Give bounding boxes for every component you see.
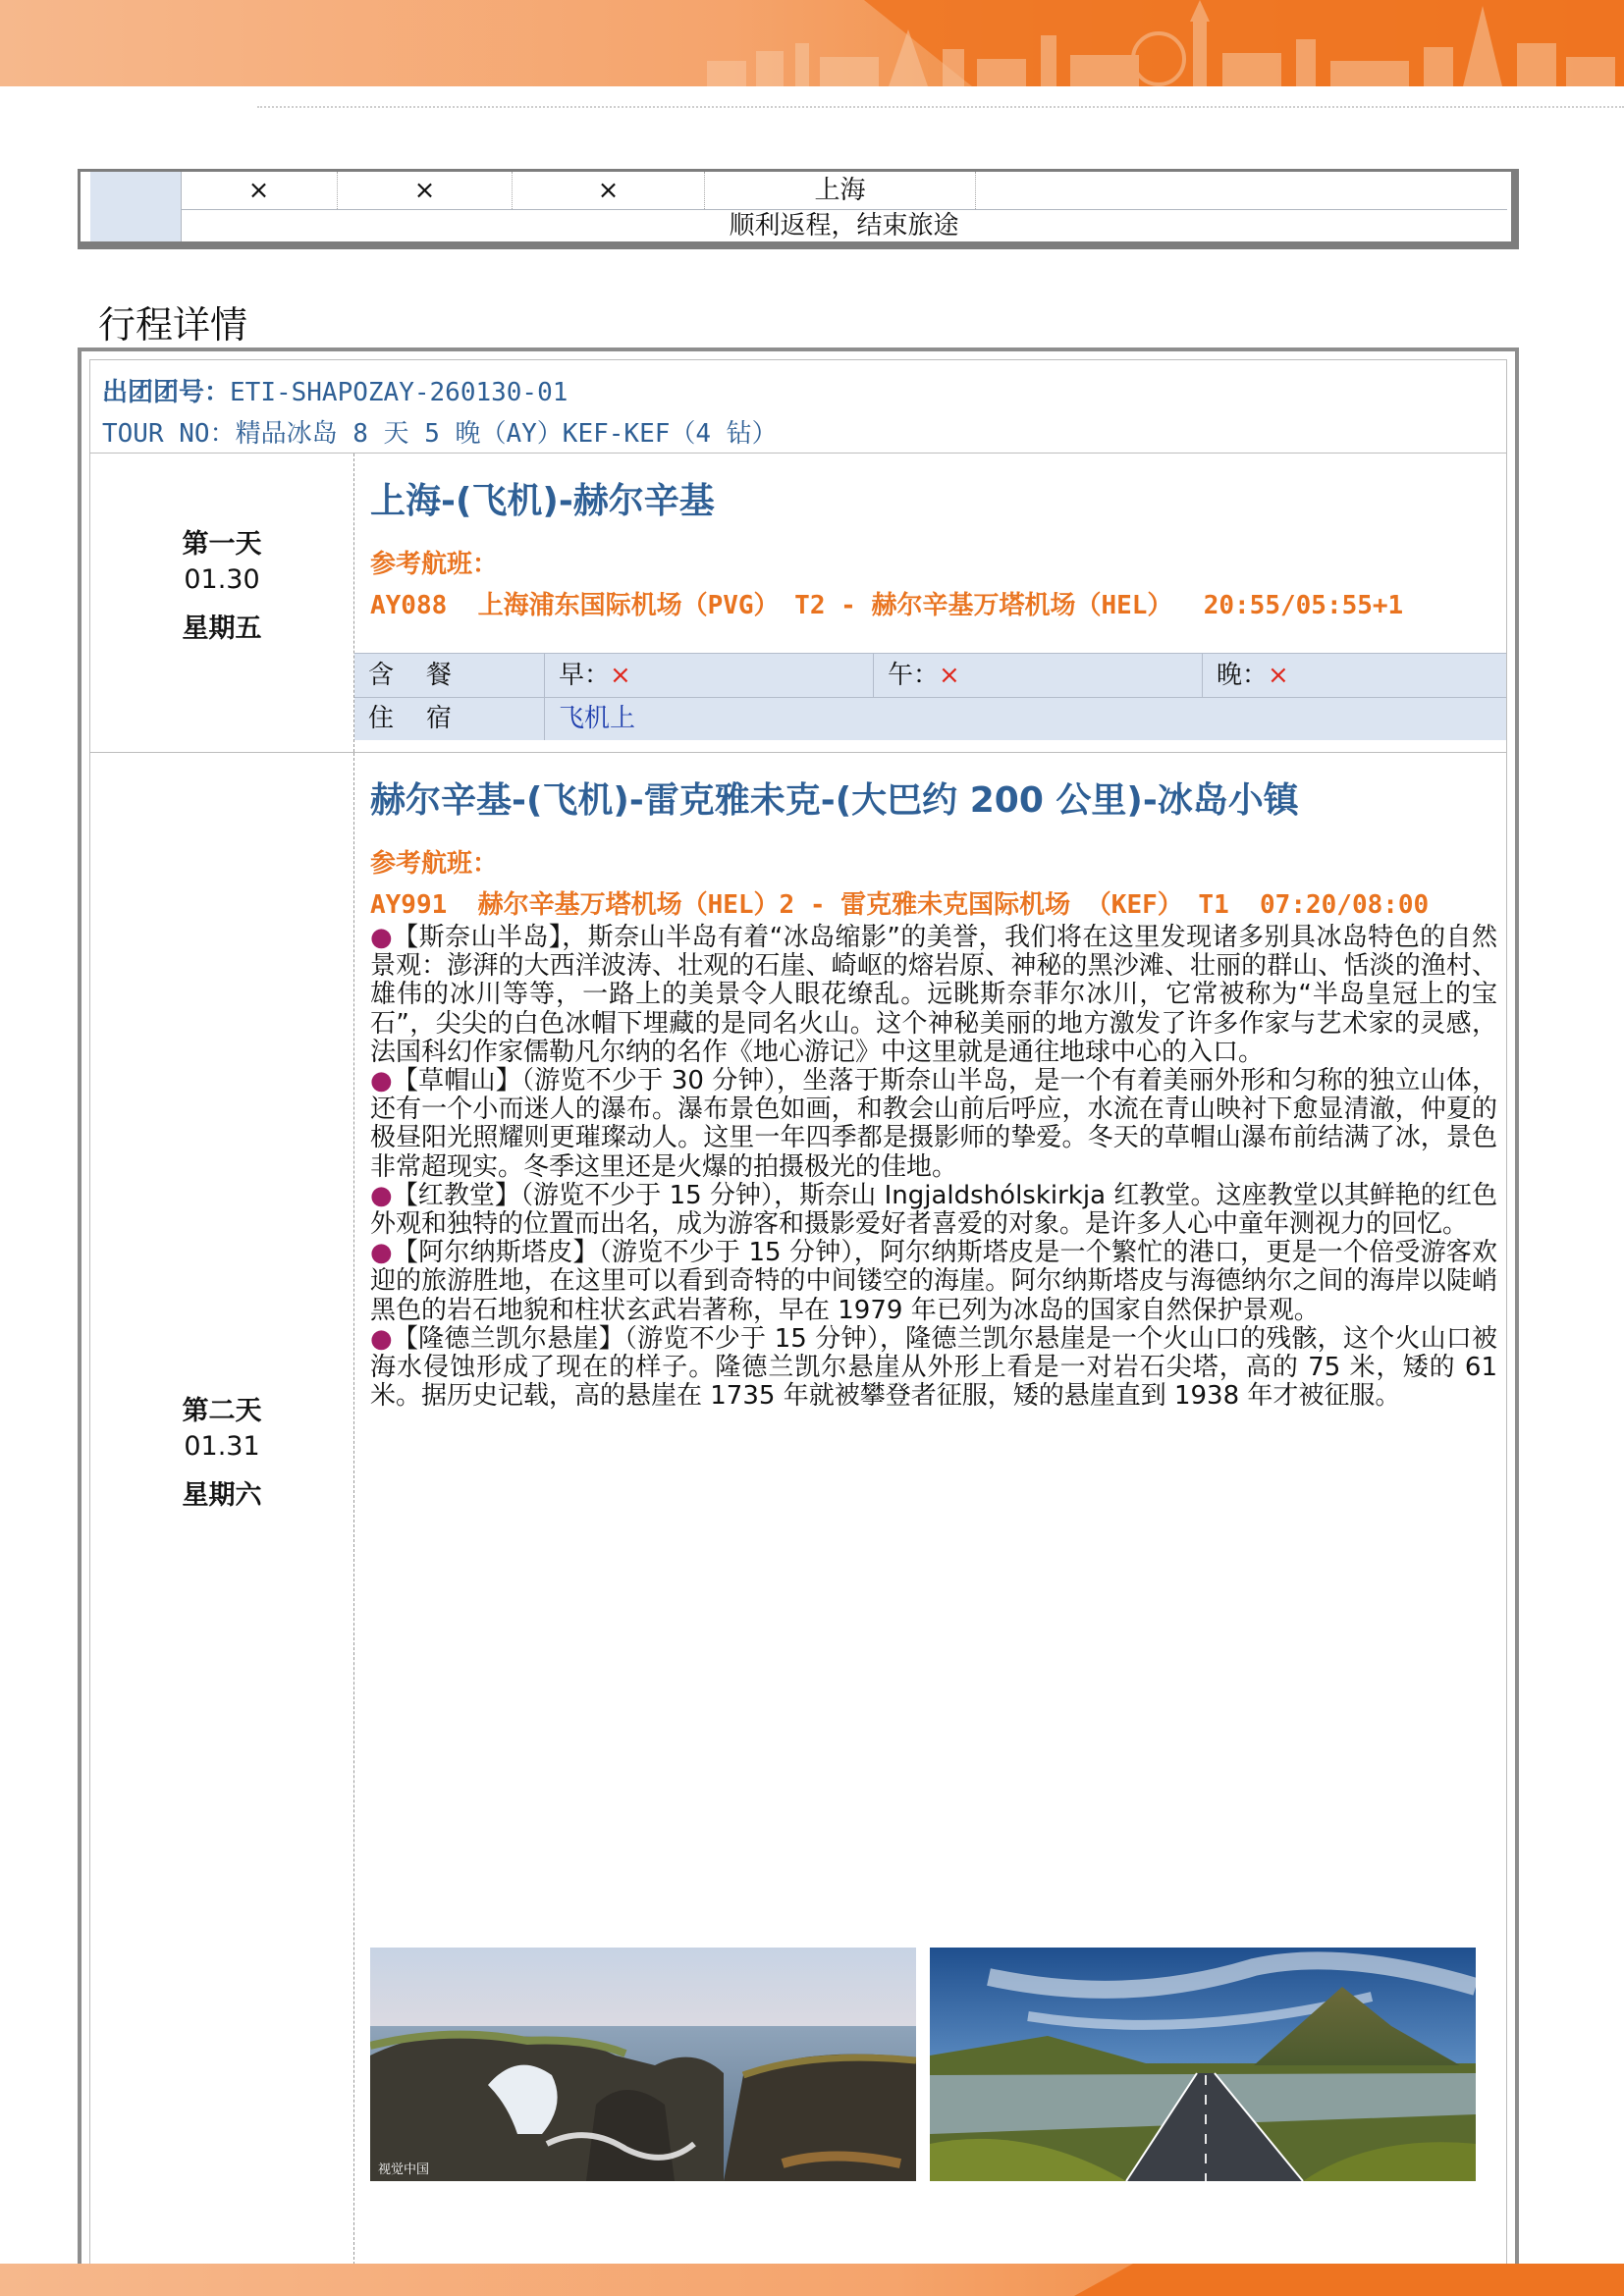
bullet-icon: ● — [370, 1323, 393, 1354]
breakfast-label: 早： — [559, 661, 611, 690]
attraction-item — [370, 1182, 1497, 1239]
day-weekday: 星期六 — [182, 1480, 262, 1511]
summary-table — [78, 169, 1519, 249]
bullet-icon: ● — [370, 1180, 393, 1210]
tour-label: TOUR NO： — [102, 419, 236, 449]
attraction-text: 【斯奈山半岛】，斯奈山半岛有着“冰岛缩影”的美誉，我们将在这里发现诸多别具冰岛特色的自然景观：澎湃的大西洋波涛、壮观的石崖、崎岖的熔岩原、神秘的黑沙滩、壮丽的群山、恬淡的渔村、雄伟的冰川等等，一路上的美景令人眼花缭乱。远眺斯奈菲尔冰川，它常被称为“半岛皇冠上的宝石”，尖尖的白色冰帽下埋藏的是同名火山。这个神秘美丽的地方激发了许多作家与艺术家的灵感，法国科幻作家儒勒凡尔纳的名作《地心游记》中这里就是通往地球中心的入口。 — [370, 923, 1498, 1067]
route-title: 上海-(飞机)-赫尔辛基 — [370, 481, 715, 521]
tour-header — [90, 360, 1506, 454]
day-date: 01.31 — [184, 1431, 260, 1462]
flight-info: AY088 上海浦东国际机场（PVG） T2 - 赫尔辛基万塔机场（HEL） 20:55/05:55+1 — [370, 591, 1404, 620]
flight-label: 参考航班： — [370, 550, 499, 579]
attraction-text: 【隆德兰凯尔悬崖】（游览不少于 15 分钟），隆德兰凯尔悬崖是一个火山口的残骸，这个火山口被海水侵蚀形成了现在的样子。隆德兰凯尔悬崖从外形上看是一对岩石尖塔，高的 75 米，矮的 61 米。据历史记载，高的悬崖在 1735 年就被攀登者征服，矮的悬崖直到 1938 年才被征服。 — [370, 1323, 1498, 1412]
bullet-icon: ● — [370, 1238, 393, 1268]
day-number: 第二天 — [182, 1396, 262, 1426]
day-block — [90, 753, 1506, 2284]
attraction-item — [370, 924, 1497, 1067]
itinerary-frame — [78, 347, 1519, 2267]
itinerary-inner — [89, 359, 1507, 2267]
attraction-text: 【红教堂】（游览不少于 15 分钟），斯奈山 Ingjaldshólskirkja 红教堂。这座教堂以其鲜艳的红色外观和独特的位置而出名，成为游客和摄影爱好者喜爱的对象。是许多人心中童年测视力的回忆。 — [370, 1180, 1497, 1240]
attraction-item — [370, 1239, 1497, 1325]
day-content — [354, 753, 1506, 2284]
summary-note: 顺利返程，结束旅途 — [729, 211, 959, 240]
city-skyline-icon — [0, 0, 1624, 86]
group-label: 出团团号： — [102, 378, 231, 407]
day-info — [90, 454, 354, 752]
photo-watermark: 视觉中国 — [378, 2163, 430, 2177]
day-block — [90, 454, 1506, 753]
route-title: 赫尔辛基-(飞机)-雷克雅未克-(大巴约 200 公里)-冰岛小镇 — [370, 780, 1299, 821]
attraction-item — [370, 1067, 1497, 1182]
attraction-item — [370, 1325, 1497, 1412]
day-date: 01.30 — [184, 564, 260, 595]
tour-name: 精品冰岛 8 天 5 晚（AY）KEF-KEF（4 钻） — [235, 419, 778, 449]
footer-band — [0, 2264, 1624, 2296]
day-number: 第一天 — [182, 529, 262, 560]
tour-number — [102, 413, 778, 450]
group-number — [102, 372, 568, 408]
group-code: ETI-SHAPOZAY-260130-01 — [230, 378, 568, 407]
flight-info: AY991 赫尔辛基万塔机场（HEL）2 - 雷克雅未克国际机场 （KEF） T1 07:20/08:00 — [370, 890, 1430, 920]
summary-lead-column — [90, 172, 182, 241]
summary-row — [181, 172, 1507, 210]
summary-cell: 上海 — [705, 172, 976, 209]
lunch-label: 午： — [888, 661, 940, 690]
day-content — [354, 454, 1506, 752]
sea-arch-photo — [370, 1948, 916, 2181]
hotel-value: 飞机上 — [559, 704, 636, 733]
hotel-row — [354, 697, 1506, 740]
dinner-label: 晚： — [1217, 661, 1269, 690]
bullet-icon: ● — [370, 1066, 393, 1096]
meal-hotel-table — [354, 653, 1506, 740]
flight-label: 参考航班： — [370, 849, 499, 879]
summary-cell: × — [181, 172, 338, 209]
meal-label: 含 餐 — [368, 661, 453, 690]
bullet-icon: ● — [370, 923, 394, 952]
attraction-list — [370, 924, 1497, 1411]
section-title: 行程详情 — [98, 303, 248, 347]
footer-accent — [1074, 2264, 1624, 2296]
attraction-text: 【阿尔纳斯塔皮】（游览不少于 15 分钟），阿尔纳斯塔皮是一个繁忙的港口，更是一个倍受游客欢迎的旅游胜地，在这里可以看到奇特的中间镂空的海崖。阿尔纳斯塔皮与海德纳尔之间的海岸以陡峭黑色的岩石地貌和柱状玄武岩著称，早在 1979 年已列为冰岛的国家自然保护景观。 — [370, 1238, 1498, 1325]
summary-cell: × — [338, 172, 513, 209]
meal-row — [354, 654, 1506, 698]
hotel-label: 住 宿 — [368, 704, 453, 733]
header-rule — [257, 106, 1624, 108]
day-info — [90, 753, 354, 2284]
road-mountain-photo — [930, 1948, 1476, 2181]
day-weekday: 星期五 — [182, 614, 262, 644]
summary-cell: × — [513, 172, 705, 209]
header-band — [0, 0, 1624, 86]
breakfast-none-icon: × — [610, 661, 631, 690]
lunch-none-icon: × — [939, 661, 960, 690]
summary-row — [181, 210, 1507, 241]
attraction-text: 【草帽山】（游览不少于 30 分钟），坐落于斯奈山半岛，是一个有着美丽外形和匀称的独立山体，还有一个小而迷人的瀑布。瀑布景色如画，和教会山前后呼应，水流在青山映衬下愈显清澈，仲夏的极昼阳光照耀则更璀璨动人。这里一年四季都是摄影师的挚爱。冬天的草帽山瀑布前结满了冰，景色非常超现实。冬季这里还是火爆的拍摄极光的佳地。 — [370, 1066, 1498, 1182]
dinner-none-icon: × — [1268, 661, 1289, 690]
